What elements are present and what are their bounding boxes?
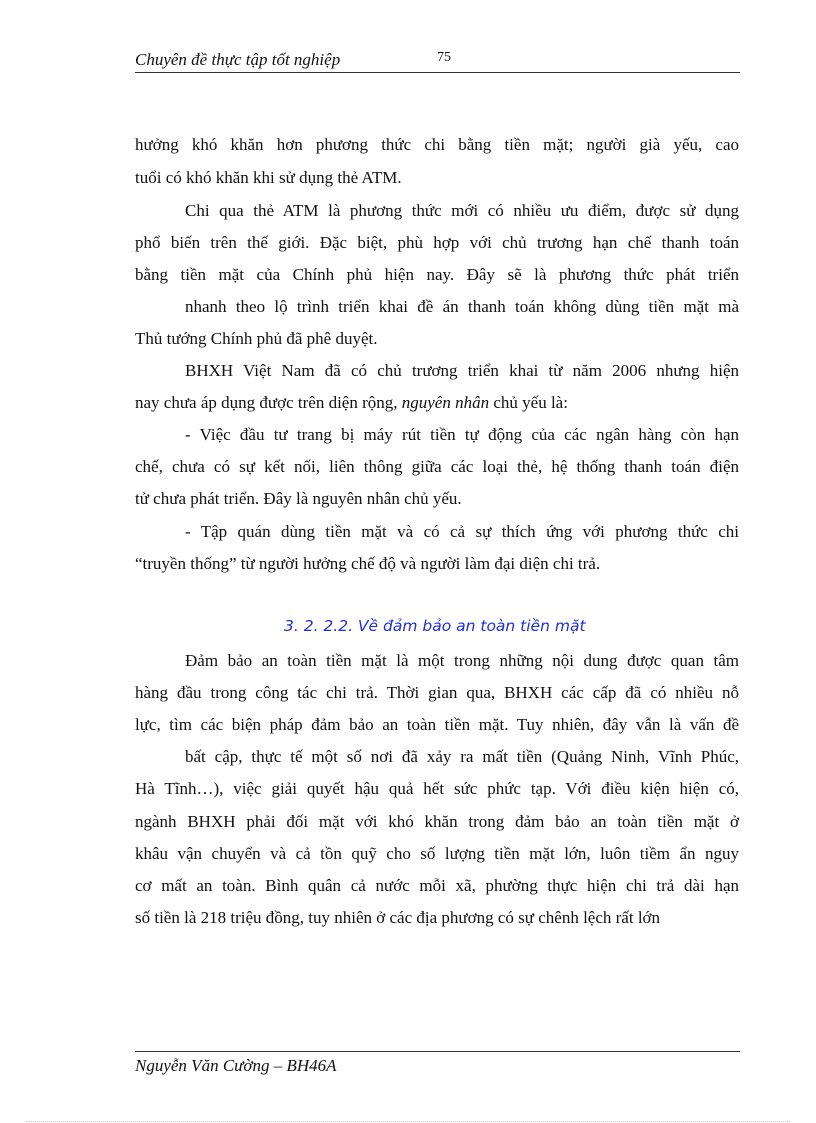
page-number: 75: [437, 50, 451, 65]
paragraph-line: số tiền là 218 triệu đồng, tuy nhiên ở các địa phương có sự chênh lệch rất lớn: [135, 908, 661, 927]
paragraph-line: - Việc đầu tư trang bị máy rút tiền tự động của các ngân hàng còn hạn: [185, 425, 739, 444]
document-title: Chuyên đề thực tập tốt nghiệp: [135, 50, 341, 69]
paragraph-line: tuổi có khó khăn khi sử dụng thẻ ATM.: [135, 168, 402, 187]
footer-rule: [135, 1051, 740, 1052]
paragraph-line: hưởng khó khăn hơn phương thức chi bằng tiền mặt; người già yếu, cao: [135, 135, 739, 154]
paragraph-line: bất cập, thực tế một số nơi đã xảy ra mất tiền (Quảng Ninh, Vĩnh Phúc,: [185, 747, 739, 766]
footer-author: Nguyễn Văn Cường – BH46A: [135, 1056, 337, 1075]
paragraph-line: ngành BHXH phải đối mặt với khó khăn trong đảm bảo an toàn tiền mặt ở: [135, 812, 739, 831]
paragraph-line: cơ mất an toàn. Bình quân cả nước mỗi xã, phường thực hiện chi trả dài hạn: [135, 876, 739, 895]
paragraph-line: BHXH Việt Nam đã có chủ trương triển khai từ năm 2006 nhưng hiện: [185, 361, 739, 380]
line-text: nay chưa áp dụng được trên diện rộng,: [135, 393, 402, 412]
paragraph-line: nhanh theo lộ trình triển khai đề án thanh toán không dùng tiền mặt mà: [185, 297, 739, 316]
paragraph-line: Chi qua thẻ ATM là phương thức mới có nhiều ưu điểm, được sử dụng: [185, 201, 739, 220]
page-border-dots: [26, 1121, 790, 1122]
paragraph-line: phổ biến trên thế giới. Đặc biệt, phù hợp với chủ trương hạn chế thanh toán: [135, 233, 739, 252]
paragraph-line: tử chưa phát triển. Đây là nguyên nhân chủ yếu.: [135, 489, 462, 508]
paragraph-line: chế, chưa có sự kết nối, liên thông giữa các loại thẻ, hệ thống thanh toán điện: [135, 457, 739, 476]
paragraph-line: khâu vận chuyển và cả tồn quỹ cho số lượng tiền mặt lớn, luôn tiềm ẩn nguy: [135, 844, 739, 863]
paragraph-line: Hà Tĩnh…), việc giải quyết hậu quả hết sức phức tạp. Với điều kiện hiện có,: [135, 779, 739, 798]
paragraph-line: - Tập quán dùng tiền mặt và có cả sự thích ứng với phương thức chi: [185, 522, 739, 541]
section-heading: 3. 2. 2.2. Về đảm bảo an toàn tiền mặt: [284, 617, 586, 635]
paragraph-line: bằng tiền mặt của Chính phủ hiện nay. Đây sẽ là phương thức phát triển: [135, 265, 739, 284]
page-header: [135, 46, 740, 73]
emphasized-text: nguyên nhân: [401, 393, 490, 412]
paragraph-line: lực, tìm các biện pháp đảm bảo an toàn tiền mặt. Tuy nhiên, đây vẫn là vấn đề: [135, 715, 739, 734]
paragraph-line: [135, 392, 568, 414]
paragraph-line: hàng đầu trong công tác chi trả. Thời gian qua, BHXH các cấp đã có nhiều nỗ: [135, 683, 739, 702]
paragraph-line: “truyền thống” từ người hưởng chế độ và người làm đại diện chi trả.: [135, 554, 601, 573]
paragraph-line: Đảm bảo an toàn tiền mặt là một trong những nội dung được quan tâm: [185, 651, 739, 670]
paragraph-line: Thủ tướng Chính phủ đã phê duyệt.: [135, 329, 378, 348]
line-text: chủ yếu là:: [489, 393, 568, 412]
